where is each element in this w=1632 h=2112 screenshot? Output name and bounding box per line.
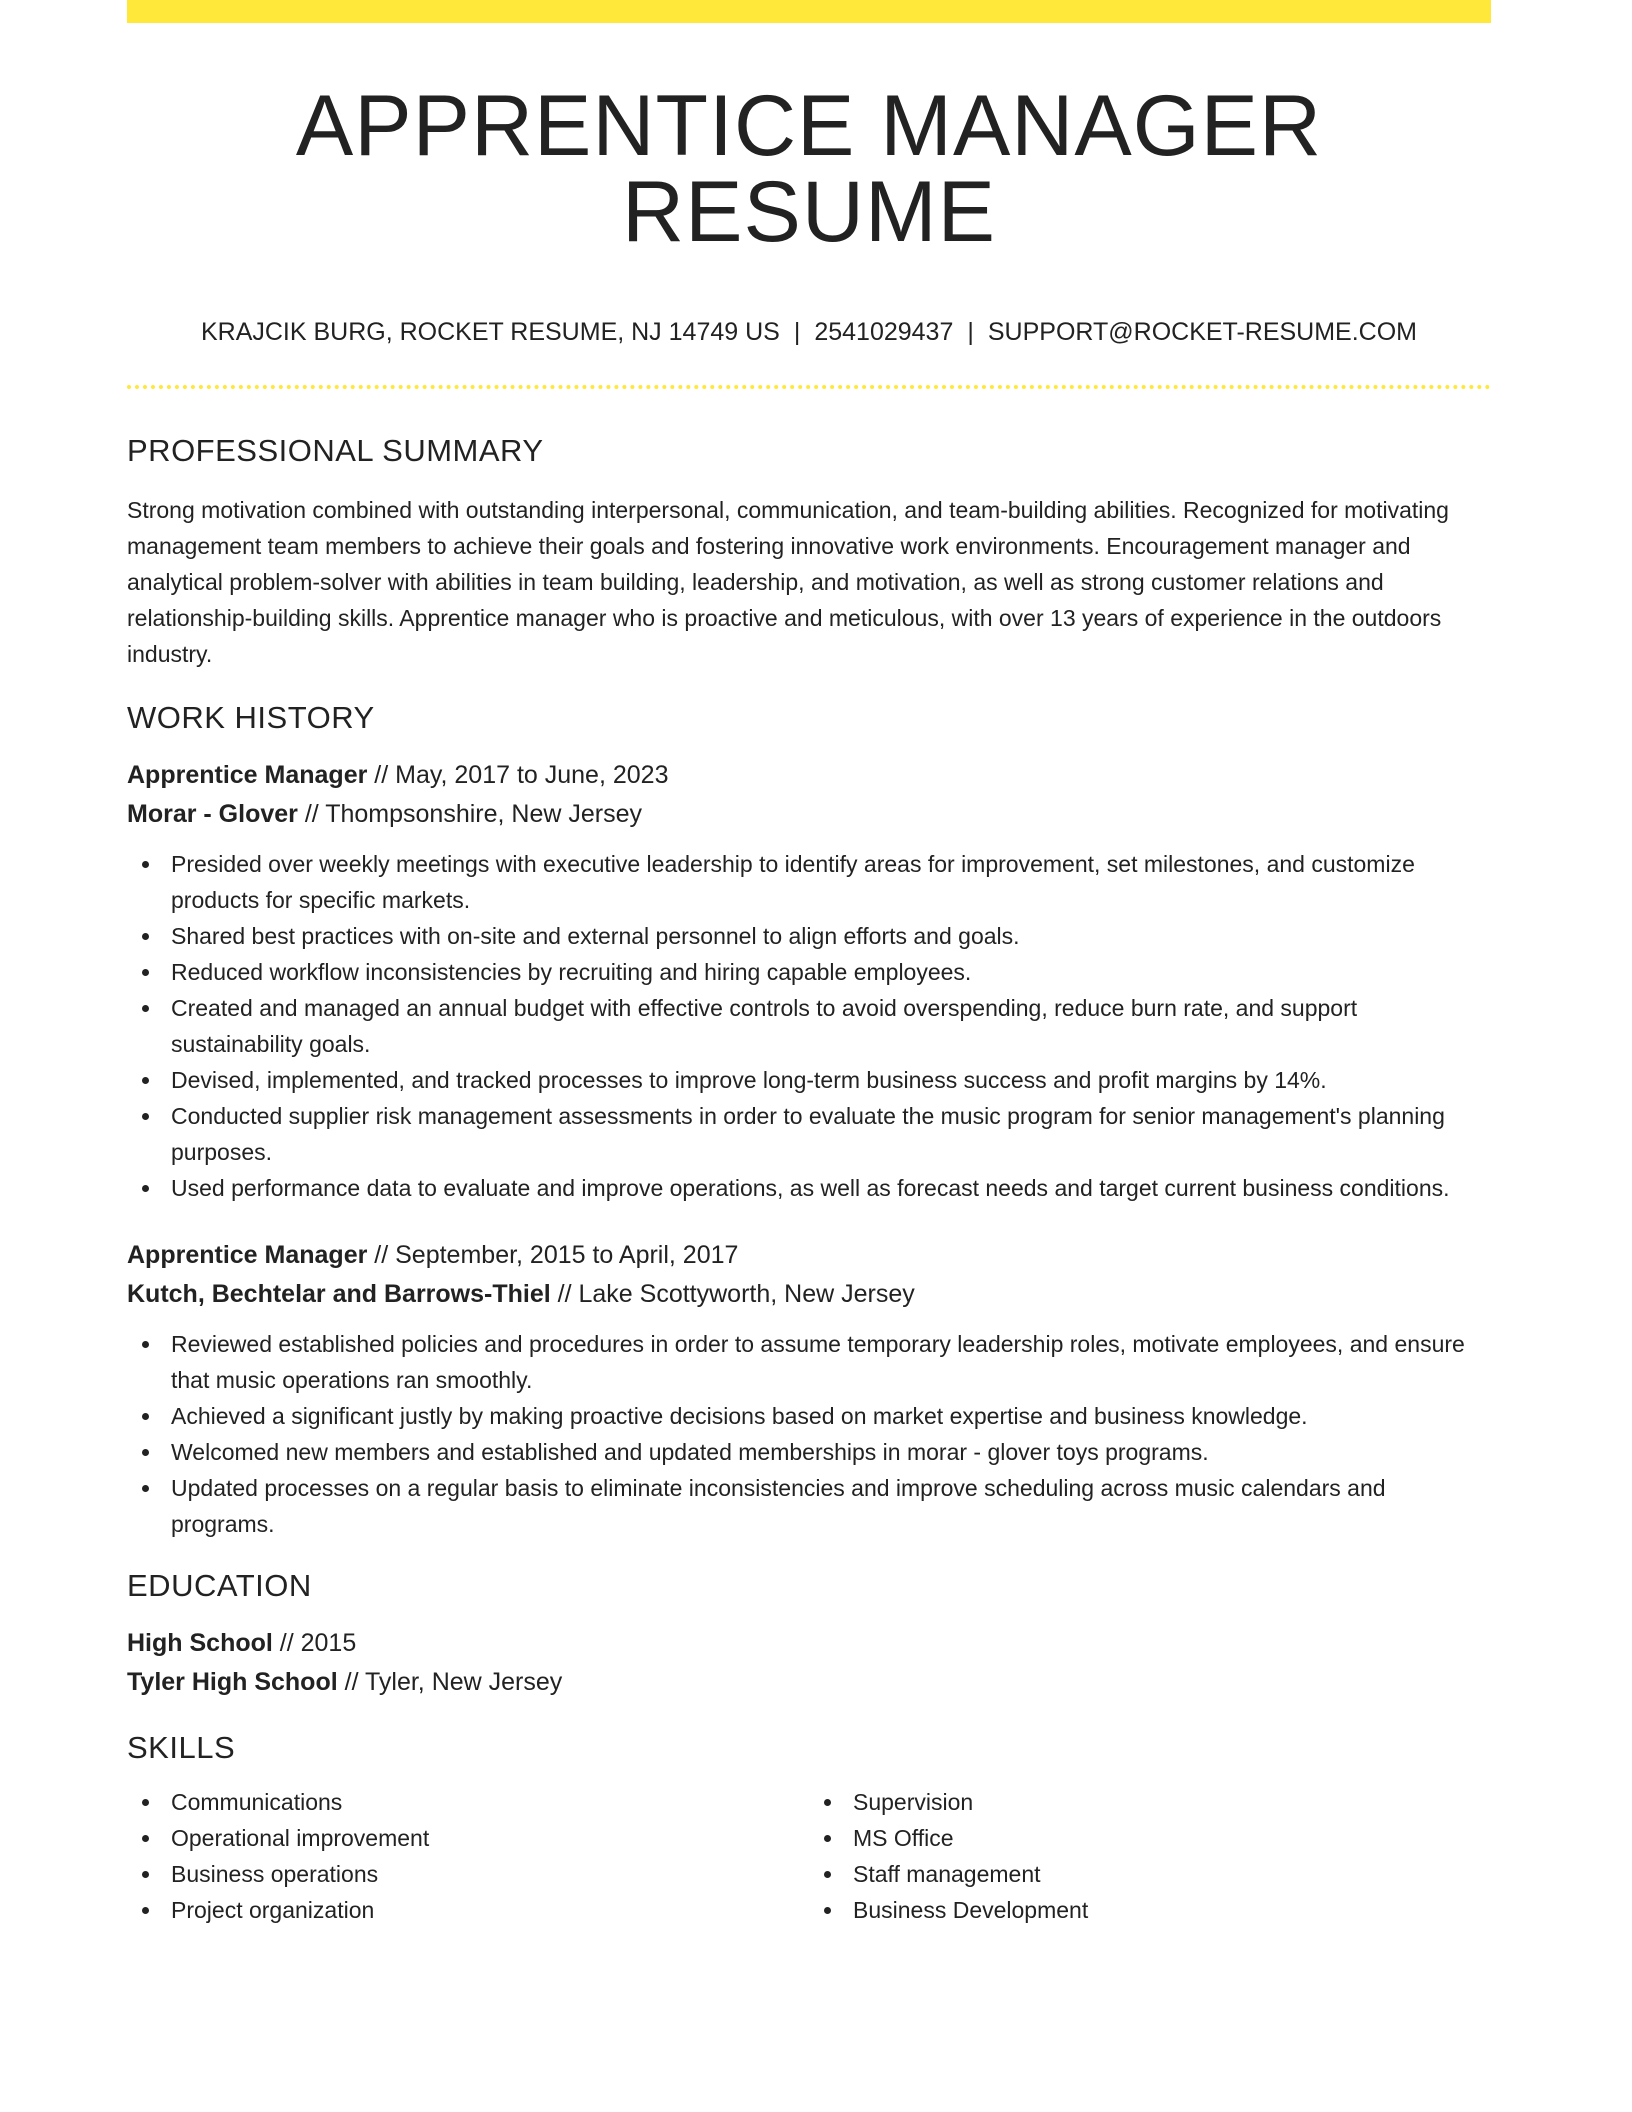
job-company: Morar - Glover — [127, 800, 298, 828]
education-entry — [127, 1624, 1491, 1702]
list-item: Shared best practices with on-site and external personnel to align efforts and goals. — [171, 918, 1491, 954]
skill-item: Business Development — [853, 1892, 1491, 1928]
skill-item: Business operations — [171, 1856, 809, 1892]
skills-right-list — [809, 1784, 1491, 1928]
bullet-icon — [142, 1835, 149, 1842]
job-company: Kutch, Bechtelar and Barrows-Thiel — [127, 1280, 551, 1308]
list-item: Used performance data to evaluate and improve operations, as well as forecast needs and target current business conditions. — [171, 1170, 1491, 1206]
skill-item: Project organization — [171, 1892, 809, 1928]
list-item: Achieved a significant justly by making proactive decisions based on market expertise and business knowledge. — [171, 1398, 1491, 1434]
top-accent-bar — [127, 0, 1491, 23]
skills-columns — [127, 1784, 1491, 1928]
resume-title: APPRENTICE MANAGER RESUME — [295, 78, 1323, 260]
skill-item: Staff management — [853, 1856, 1491, 1892]
work-history-heading: WORK HISTORY — [127, 700, 375, 735]
education-school: Tyler High School — [127, 1668, 338, 1696]
bullet-icon — [142, 861, 149, 868]
contact-separator: | — [793, 318, 801, 346]
contact-line — [127, 318, 1491, 347]
job-bullets — [127, 1326, 1491, 1542]
bullet-icon — [824, 1799, 831, 1806]
job-entry — [127, 756, 1491, 1206]
list-item: Welcomed new members and established and updated memberships in morar - glover toys programs. — [171, 1434, 1491, 1470]
list-item: Reviewed established policies and procedures in order to assume temporary leadership roles, motivate employees, and ensure that music operations ran smoothly. — [171, 1326, 1491, 1398]
job-title-line — [127, 756, 1491, 795]
list-item: Devised, implemented, and tracked processes to improve long-term business success and profit margins by 14%. — [171, 1062, 1491, 1098]
resume-page — [127, 0, 1491, 1928]
education-school-line — [127, 1663, 1491, 1702]
bullet-icon — [142, 1005, 149, 1012]
bullet-icon — [142, 1077, 149, 1084]
bullet-icon — [142, 1113, 149, 1120]
bullet-icon — [142, 1799, 149, 1806]
list-item: Presided over weekly meetings with executive leadership to identify areas for improvement, set milestones, and customize products for specific markets. — [171, 846, 1491, 918]
job-entry — [127, 1236, 1491, 1542]
job-dates: // May, 2017 to June, 2023 — [367, 761, 669, 789]
bullet-icon — [142, 1449, 149, 1456]
job-company-line — [127, 795, 1491, 834]
skills-heading: SKILLS — [127, 1730, 236, 1765]
job-role: Apprentice Manager — [127, 1241, 368, 1269]
job-title-line — [127, 1236, 1491, 1275]
skill-item: Communications — [171, 1784, 809, 1820]
summary-heading: PROFESSIONAL SUMMARY — [127, 433, 544, 468]
bullet-icon — [142, 1185, 149, 1192]
contact-separator: | — [967, 318, 974, 346]
contact-phone: 2541029437 — [814, 318, 954, 346]
bullet-icon — [824, 1835, 831, 1842]
bullet-icon — [142, 933, 149, 940]
list-item: Updated processes on a regular basis to eliminate inconsistencies and improve scheduling across music calendars and programs. — [171, 1470, 1491, 1542]
skill-item: MS Office — [853, 1820, 1491, 1856]
skills-left-list — [127, 1784, 809, 1928]
list-item: Created and managed an annual budget with effective controls to avoid overspending, reduce burn rate, and support sustainability goals. — [171, 990, 1491, 1062]
job-role: Apprentice Manager — [127, 761, 368, 789]
bullet-icon — [142, 1341, 149, 1348]
education-degree-line — [127, 1624, 1491, 1663]
contact-address: KRAJCIK BURG, ROCKET RESUME, NJ 14749 US — [200, 318, 780, 346]
job-company-line — [127, 1275, 1491, 1314]
job-location: // Thompsonshire, New Jersey — [297, 800, 642, 828]
list-item: Reduced workflow inconsistencies by recruiting and hiring capable employees. — [171, 954, 1491, 990]
bullet-icon — [824, 1907, 831, 1914]
skill-item: Operational improvement — [171, 1820, 809, 1856]
job-bullets — [127, 846, 1491, 1206]
job-dates: // September, 2015 to April, 2017 — [367, 1241, 739, 1269]
education-year: // 2015 — [272, 1629, 357, 1657]
education-location: // Tyler, New Jersey — [337, 1668, 563, 1696]
bullet-icon — [142, 1907, 149, 1914]
bullet-icon — [142, 1871, 149, 1878]
list-item: Conducted supplier risk management assessments in order to evaluate the music program for senior management's planning purposes. — [171, 1098, 1491, 1170]
education-degree: High School — [127, 1629, 273, 1657]
education-heading: EDUCATION — [127, 1568, 312, 1603]
bullet-icon — [142, 1485, 149, 1492]
bullet-icon — [142, 1413, 149, 1420]
job-location: // Lake Scottyworth, New Jersey — [550, 1280, 915, 1308]
contact-email: SUPPORT@ROCKET-RESUME.COM — [987, 318, 1418, 346]
bullet-icon — [824, 1871, 831, 1878]
summary-text: Strong motivation combined with outstanding interpersonal, communication, and team-building abilities. Recognized for motivating management team members to achieve their goals and fostering innovative work environments. Encouragement manager and analytical problem-solver with abilities in team building, leadership, and motivation, as well as strong customer relations and relationship-building skills. Apprentice manager who is proactive and meticulous, with over 13 years of experience in the outdoors industry. — [127, 497, 1449, 667]
skill-item: Supervision — [853, 1784, 1491, 1820]
dotted-divider — [127, 385, 1491, 389]
bullet-icon — [142, 969, 149, 976]
